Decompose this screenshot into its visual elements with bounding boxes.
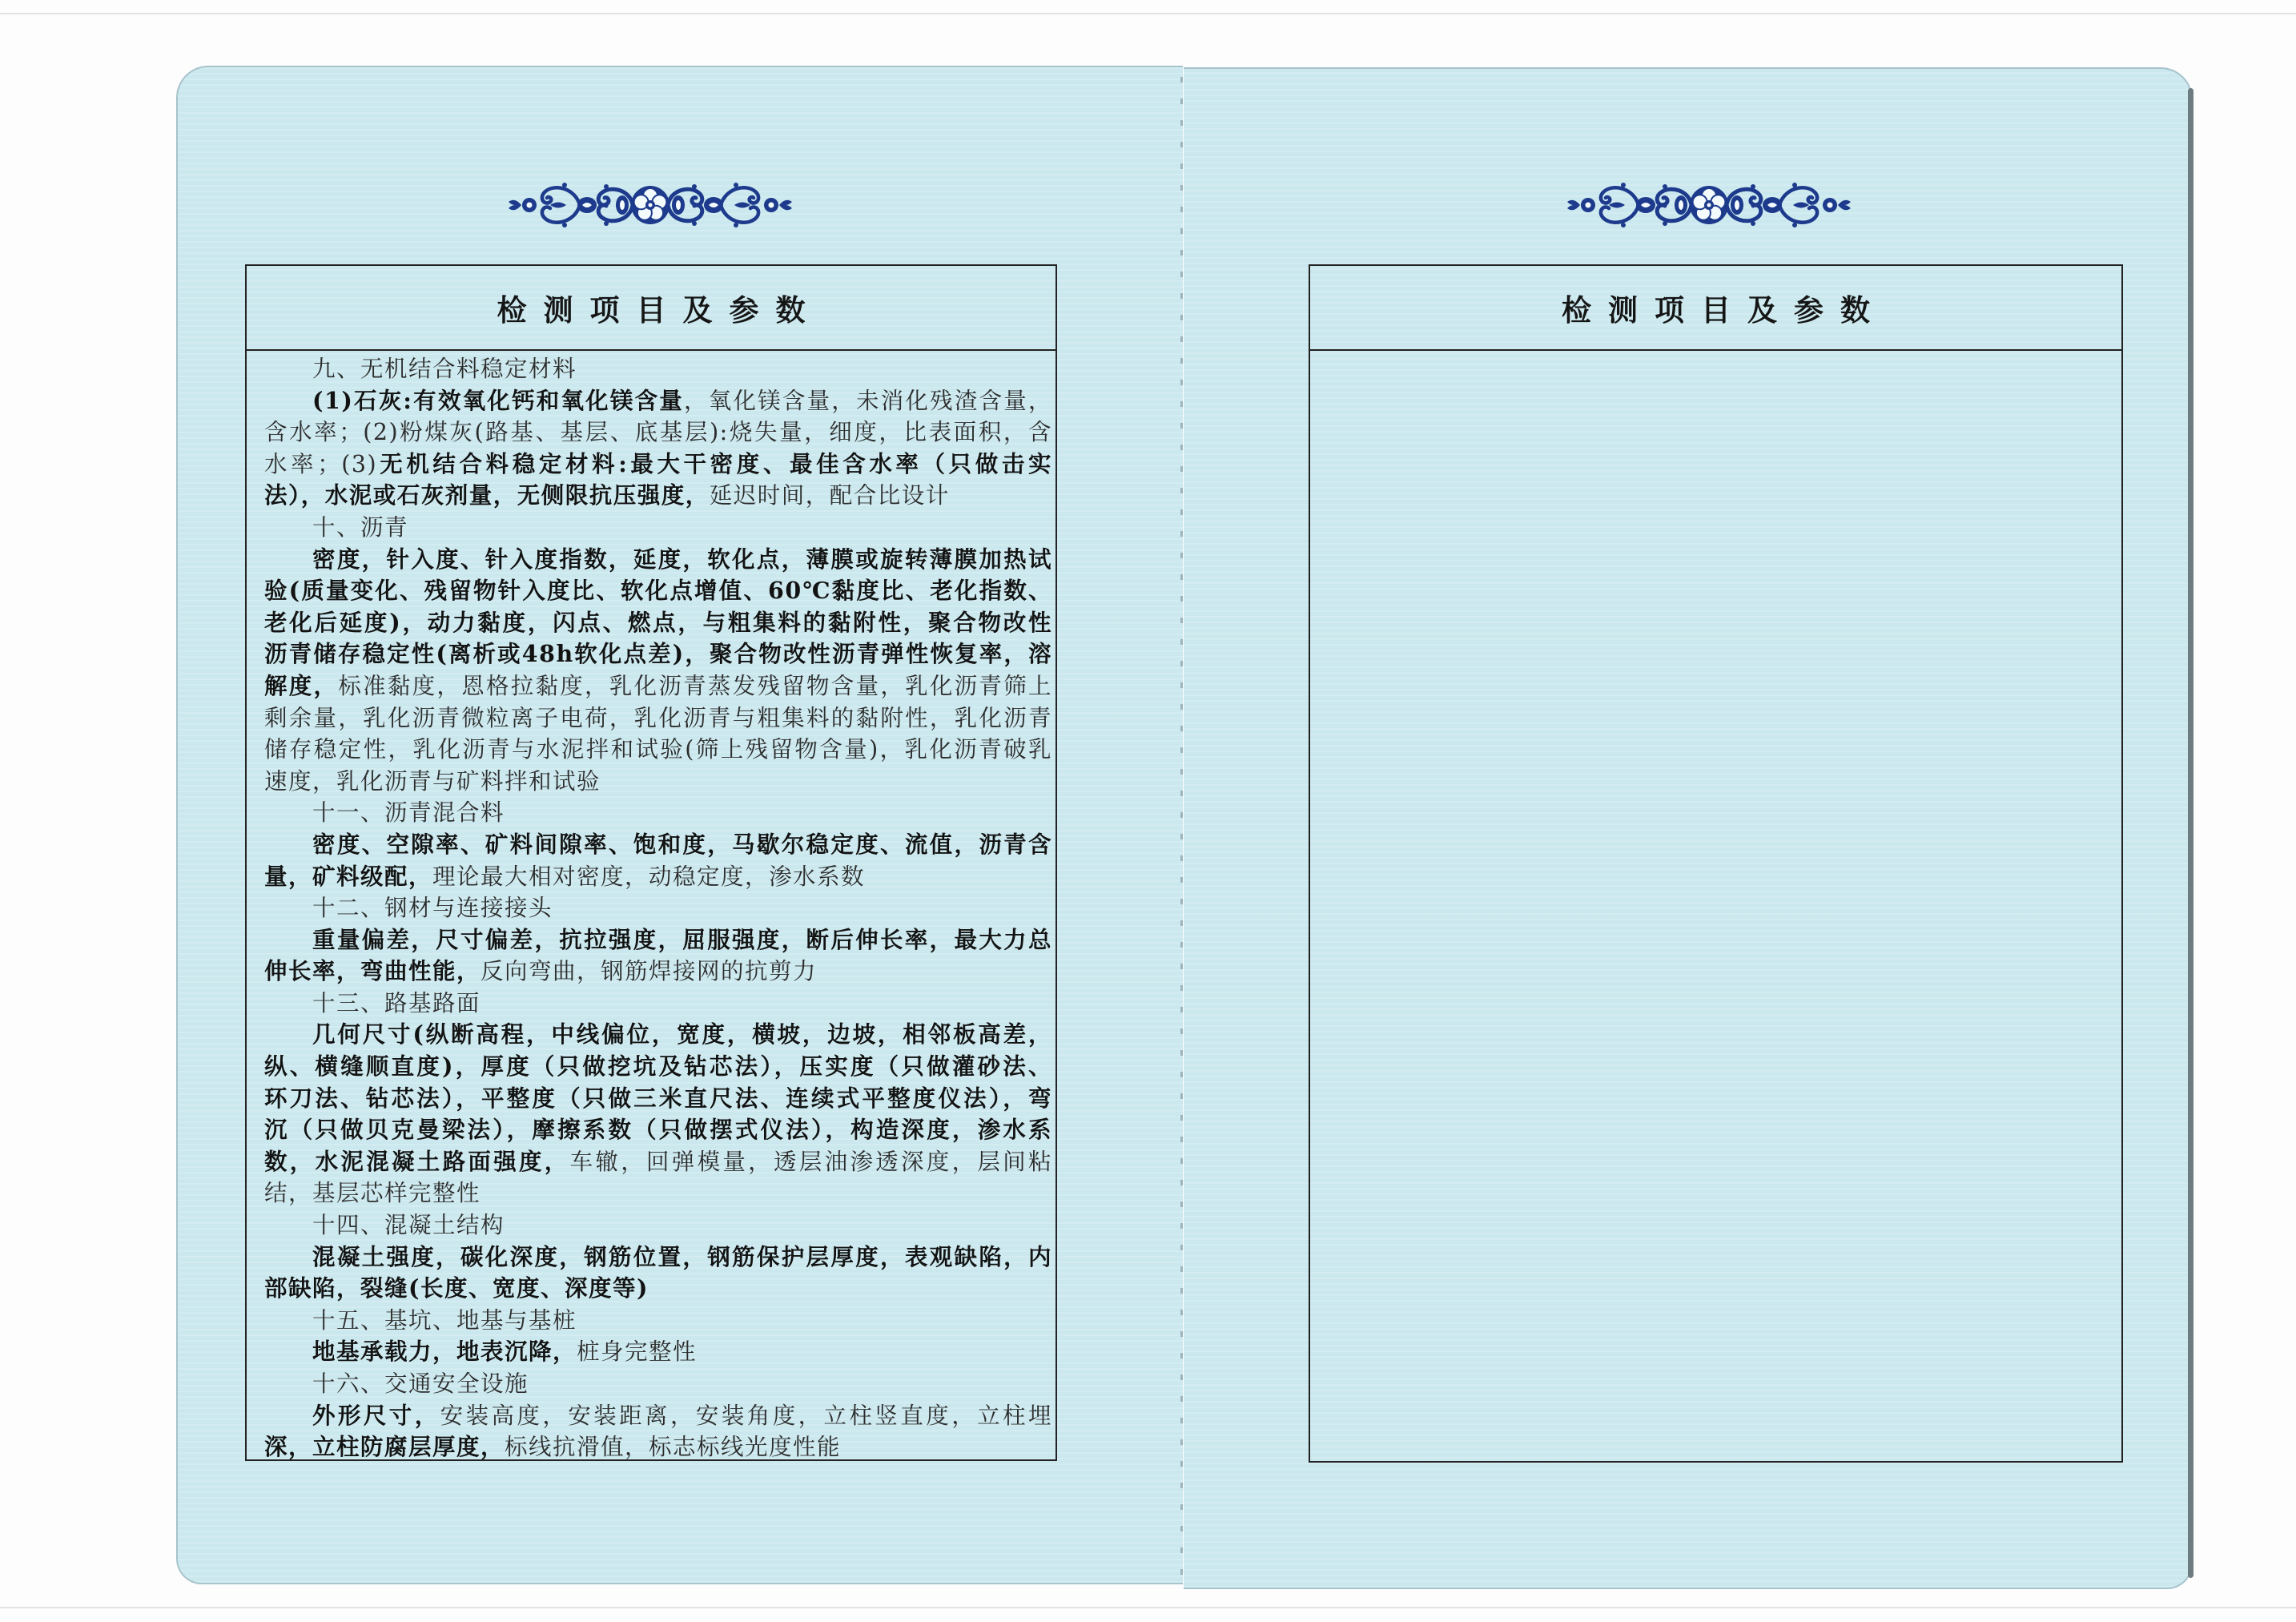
- section-heading: 十五、基坑、地基与基桩: [312, 1306, 577, 1334]
- section-heading: 十二、钢材与连接接头: [312, 895, 553, 922]
- section-text-line: [264, 449, 1052, 481]
- bold-text-segment: (1)石灰:有效氧化钙和氧化镁含量: [312, 386, 685, 414]
- bold-text-segment: 环刀法、钻芯法），平整度（只做三米直尺法、连续式平整度仪法），弯: [264, 1084, 1052, 1112]
- table-title: 检测项目及参数: [497, 293, 822, 328]
- section-text-line: [264, 1019, 1052, 1051]
- text-segment: 理论最大相对密度，动稳定度，渗水系数: [432, 863, 866, 890]
- section-text-line: [264, 670, 1052, 702]
- bold-text-segment: 伸长率，弯曲性能，: [264, 957, 481, 985]
- scan-edge-top: [0, 13, 2296, 14]
- section-text-line: [264, 829, 1052, 861]
- floral-ornament-icon: [1562, 175, 1856, 235]
- table-header: [247, 266, 1056, 351]
- section-text-line: [264, 956, 1052, 988]
- text-segment: 标线抗滑值，标志标线光度性能: [505, 1434, 842, 1461]
- section-text-line: [264, 1114, 1052, 1146]
- book-spine-stitching: [1180, 77, 1183, 1576]
- section-text-line: [264, 1400, 1052, 1432]
- text-segment: 延迟时间，配合比设计: [709, 482, 950, 509]
- bold-text-segment: 深，立柱防腐层厚度，: [264, 1433, 505, 1461]
- bold-text-segment: 沥青储存稳定性(离析或48h软化点差)，聚合物改性沥青弹性恢复率，溶: [264, 640, 1052, 668]
- section-text-line: [264, 575, 1052, 607]
- bold-text-segment: 密度，针入度、针入度指数，延度，软化点，薄膜或旋转薄膜加热试: [312, 545, 1052, 573]
- section-text-line: [264, 544, 1052, 576]
- section-text-line: [264, 702, 1052, 735]
- section-text-line: [264, 766, 1052, 798]
- section-text-line: [264, 1336, 1052, 1368]
- right-inspection-table: [1309, 264, 2123, 1463]
- bold-text-segment: 几何尺寸(纵断高程，中线偏位，宽度，横坡，边坡，相邻板高差，: [312, 1020, 1052, 1048]
- section-heading: 十四、混凝土结构: [312, 1212, 505, 1239]
- section-text-line: [264, 1242, 1052, 1274]
- floral-ornament-icon: [504, 175, 797, 235]
- section-text-line: [264, 1083, 1052, 1115]
- bold-text-segment: 沉（只做贝克曼梁法），摩擦系数（只做摆式仪法），构造深度，渗水系: [264, 1116, 1052, 1144]
- bold-text-segment: 验(质量变化、残留物针入度比、软化点增值、60℃黏度比、老化指数、: [264, 577, 1052, 605]
- text-segment: 反向弯曲，钢筋焊接网的抗剪力: [481, 958, 818, 985]
- bold-text-segment: 量，矿料级配，: [264, 862, 433, 890]
- section-text-line: [264, 1177, 1052, 1209]
- section-heading: 十、沥青: [312, 513, 409, 541]
- bold-text-segment: 老化后延度)，动力黏度，闪点、燃点，与粗集料的黏附性，聚合物改性: [264, 608, 1052, 636]
- inspection-item-list: [264, 353, 1052, 1463]
- text-segment: 水率；(3): [264, 450, 378, 477]
- bold-text-segment: 混凝土强度，碳化深度，钢筋位置，钢筋保护层厚度，表观缺陷，内: [312, 1242, 1052, 1270]
- section-text-line: [264, 1431, 1052, 1463]
- page-edge-shadow: [2188, 88, 2193, 1578]
- section-heading: 十六、交通安全设施: [312, 1370, 529, 1397]
- section-text-line: [264, 1273, 1052, 1305]
- bold-text-segment: 部缺陷，裂缝(长度、宽度、深度等): [264, 1274, 649, 1302]
- text-segment: 桩身完整性: [577, 1338, 698, 1366]
- section-heading: 十一、沥青混合料: [312, 799, 505, 827]
- text-segment: 结，基层芯样完整性: [264, 1180, 481, 1207]
- section-text-line: [264, 638, 1052, 670]
- text-segment: 车辙，回弹模量，透层油渗透深度，层间粘: [569, 1148, 1052, 1175]
- text-segment: 储存稳定性，乳化沥青与水泥拌和试验(筛上残留物含量)，乳化沥青破乳: [264, 736, 1052, 763]
- section-heading: 十三、路基路面: [312, 989, 481, 1016]
- text-segment: 速度，乳化沥青与矿料拌和试验: [264, 767, 601, 795]
- text-segment: 含水率；(2)粉煤灰(路基、基层、底基层):烧失量，细度，比表面积，含: [264, 419, 1052, 446]
- section-text-line: [264, 1051, 1052, 1083]
- section-text-line: [264, 385, 1052, 417]
- bold-text-segment: 数，水泥混凝土路面强度，: [264, 1147, 570, 1175]
- section-text-line: [264, 924, 1052, 956]
- text-segment: 剩余量，乳化沥青微粒离子电荷，乳化沥青与粗集料的黏附性，乳化沥青: [264, 704, 1052, 731]
- bold-text-segment: 密度、空隙率、矿料间隙率、饱和度，马歇尔稳定度、流值，沥青含: [312, 830, 1052, 858]
- bold-text-segment: 无机结合料稳定材料:最大干密度、最佳含水率（只做击实: [377, 449, 1052, 477]
- section-text-line: [264, 480, 1052, 512]
- section-text-line: [264, 607, 1052, 639]
- section-text-line: [264, 1146, 1052, 1178]
- text-segment: 安装高度，安装距离，安装角度，立柱竖直度，立柱埋: [440, 1402, 1052, 1429]
- section-text-line: [264, 734, 1052, 766]
- table-title: 检测项目及参数: [1562, 293, 1887, 328]
- section-text-line: [264, 861, 1052, 893]
- section-text-line: [264, 417, 1052, 449]
- text-segment: ，氧化镁含量，未消化残渣含量，: [684, 387, 1052, 414]
- table-header: [1310, 266, 2121, 351]
- bold-text-segment: 地基承载力，地表沉降，: [312, 1338, 577, 1366]
- section-heading: 九、无机结合料稳定材料: [312, 356, 577, 382]
- bold-text-segment: 外形尺寸，: [312, 1401, 440, 1429]
- text-segment: 标准黏度，恩格拉黏度，乳化沥青蒸发残留物含量，乳化沥青筛上: [338, 672, 1052, 699]
- bold-text-segment: 法），水泥或石灰剂量，无侧限抗压强度，: [264, 481, 710, 509]
- bold-text-segment: 重量偏差，尺寸偏差，抗拉强度，屈服强度，断后伸长率，最大力总: [312, 925, 1052, 953]
- scan-edge-bottom: [0, 1607, 2296, 1608]
- bold-text-segment: 解度，: [264, 671, 339, 699]
- bold-text-segment: 纵、横缝顺直度)，厚度（只做挖坑及钻芯法），压实度（只做灌砂法、: [264, 1052, 1052, 1081]
